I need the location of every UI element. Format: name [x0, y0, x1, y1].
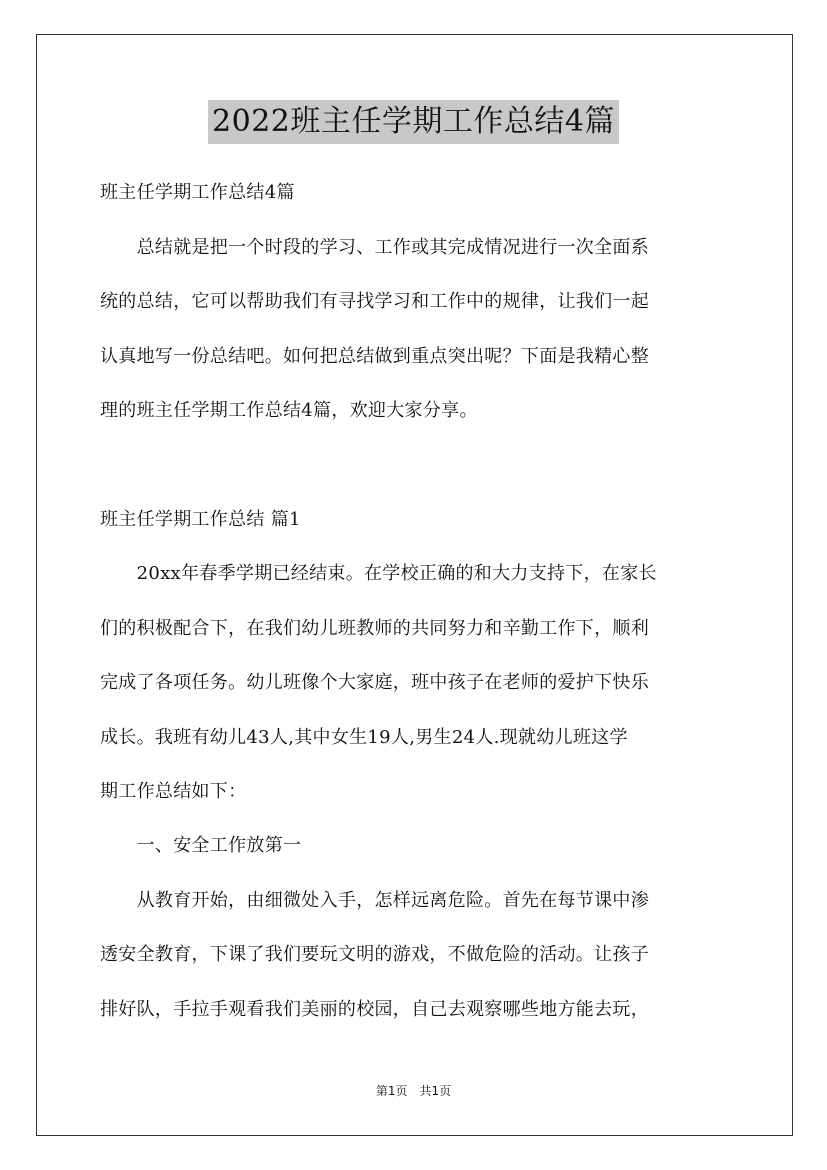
section-heading: 班主任学期工作总结 篇1: [100, 509, 301, 530]
page-number: 第1页 共1页: [375, 1084, 452, 1098]
document-title: 2022班主任学期工作总结4篇: [208, 100, 619, 144]
paragraph-line: 透安全教育，下课了我们要玩文明的游戏，不做危险的活动。让孩子: [100, 944, 649, 965]
paragraph-line: 期工作总结如下：: [100, 781, 247, 802]
paragraph-line: 排好队，手拉手观看我们美丽的校园，自己去观察哪些地方能去玩，: [100, 999, 649, 1020]
paragraph-line: 成长。我班有幼儿43人,其中女生19人,男生24人.现就幼儿班这学: [100, 727, 628, 748]
paragraph-line: 统的总结，它可以帮助我们有寻找学习和工作中的规律，让我们一起: [100, 291, 649, 312]
intro-heading: 班主任学期工作总结4篇: [100, 182, 295, 203]
paragraph-line: 理的班主任学期工作总结4篇，欢迎大家分享。: [100, 400, 478, 421]
title-block: [0, 100, 827, 144]
subsection-heading: 一、安全工作放第一: [100, 835, 302, 856]
paragraph-line: 认真地写一份总结吧。如何把总结做到重点突出呢？下面是我精心整: [100, 346, 649, 367]
paragraph-line: 总结就是把一个时段的学习、工作或其完成情况进行一次全面系: [100, 237, 649, 258]
paragraph-line: 们的积极配合下，在我们幼儿班教师的共同努力和辛勤工作下，顺利: [100, 618, 649, 639]
paragraph-line: 20xx年春季学期已经结束。在学校正确的和大力支持下，在家长: [100, 563, 657, 584]
paragraph-line: 完成了各项任务。幼儿班像个大家庭，班中孩子在老师的爱护下快乐: [100, 672, 649, 693]
paragraph-line: 从教育开始，由细微处入手，怎样远离危险。首先在每节课中渗: [100, 890, 649, 911]
